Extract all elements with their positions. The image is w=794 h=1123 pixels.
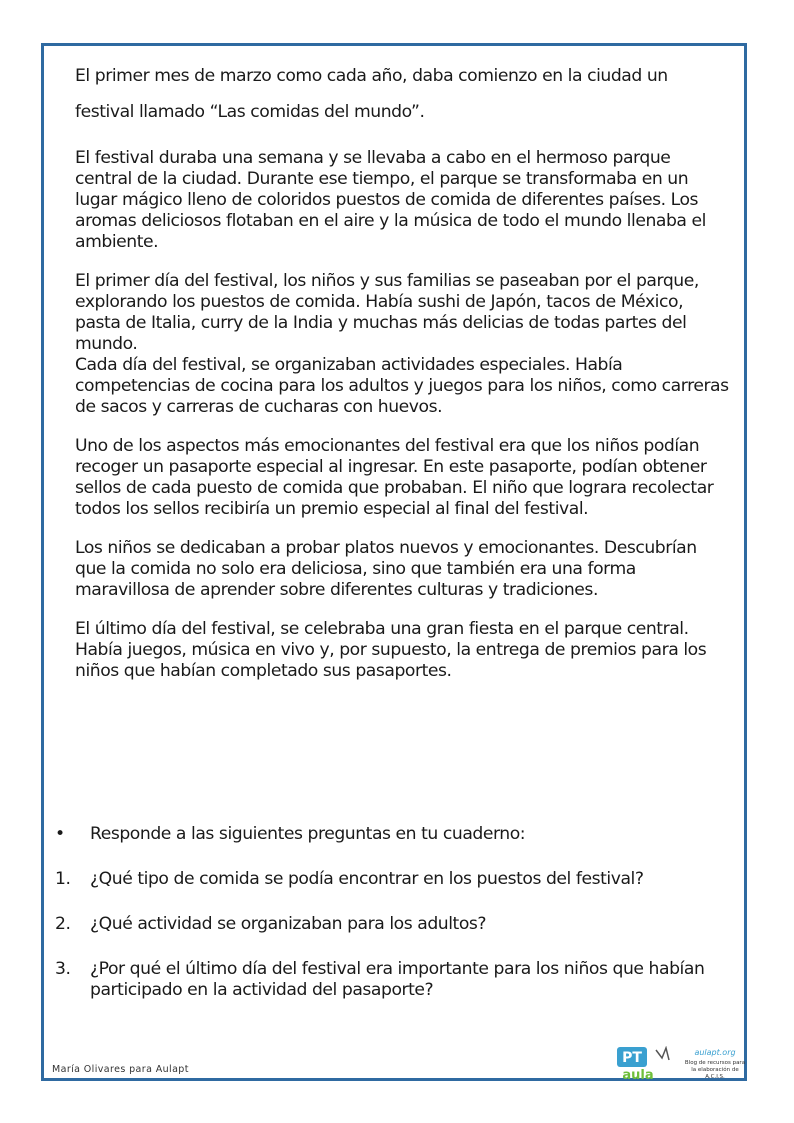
aulapt-logo [616, 1044, 746, 1082]
question-text: ¿Qué tipo de comida se podía encontrar en los puestos del festival? [90, 869, 644, 889]
question-number: 3. [55, 959, 71, 979]
bullet-marker: • [55, 824, 65, 844]
author-credit: María Olivares para Aulapt [52, 1064, 189, 1075]
story-paragraph: El primer mes de marzo como cada año, daba comienzo en la ciudad un festival llamado “Las comidas del mundo”. [75, 66, 668, 122]
story-paragraph: El festival duraba una semana y se llevaba a cabo en el hermoso parque central de la ciudad. Durante ese tiempo, el parque se transformaba en un lugar mágico lleno de coloridos puestos de comida de diferentes países. Los aromas deliciosos flotaban en el aire y la música de todo el mundo llenaba el ambiente. [75, 148, 706, 252]
story-paragraph: Uno de los aspectos más emocionantes del festival era que los niños podían recoger un pasaporte especial al ingresar. En este pasaporte, podían obtener sellos de cada puesto de comida que probaban. El niño que lograra recolectar todos los sellos recibiría un premio especial al final del festival. [75, 436, 714, 519]
logo-tagline: Blog de recursos para la elaboración de A.C.I.S. [684, 1060, 746, 1080]
instruction-text: Responde a las siguientes preguntas en tu cuaderno: [90, 824, 526, 844]
story-text [75, 64, 730, 682]
logo-site: aulapt.org [694, 1048, 736, 1057]
question-text: ¿Por qué el último día del festival era importante para los niños que habían participado en la actividad del pasaporte? [90, 959, 705, 1000]
question-text: ¿Qué actividad se organizaban para los adultos? [90, 914, 487, 934]
questions-section [52, 824, 722, 1001]
logo-letters: PT [622, 1050, 642, 1066]
instruction-row [52, 824, 722, 845]
story-paragraph: Los niños se dedicaban a probar platos nuevos y emocionantes. Descubrían que la comida no solo era deliciosa, sino que también era una forma maravillosa de aprender sobre diferentes culturas y tradiciones. [75, 538, 697, 600]
question-item [52, 869, 722, 890]
page-frame [41, 43, 747, 1081]
question-item [52, 914, 722, 935]
story-paragraph: El último día del festival, se celebraba una gran fiesta en el parque central. Había juegos, música en vivo y, por supuesto, la entrega de premios para los niños que habían completado sus pasaportes. [75, 619, 707, 681]
question-number: 2. [55, 914, 71, 934]
question-number: 1. [55, 869, 71, 889]
logo-word: aula [622, 1068, 654, 1082]
question-item [52, 959, 722, 1001]
aulapt-logo-icon [616, 1046, 680, 1082]
story-paragraph: Cada día del festival, se organizaban actividades especiales. Había competencias de cocina para los adultos y juegos para los niños, como carreras de sacos y carreras de cucharas con huevos. [75, 355, 729, 417]
story-paragraph: El primer día del festival, los niños y sus familias se paseaban por el parque, explorando los puestos de comida. Había sushi de Japón, tacos de México, pasta de Italia, curry de la India y muchas más delicias de todas partes del mundo. [75, 271, 699, 354]
